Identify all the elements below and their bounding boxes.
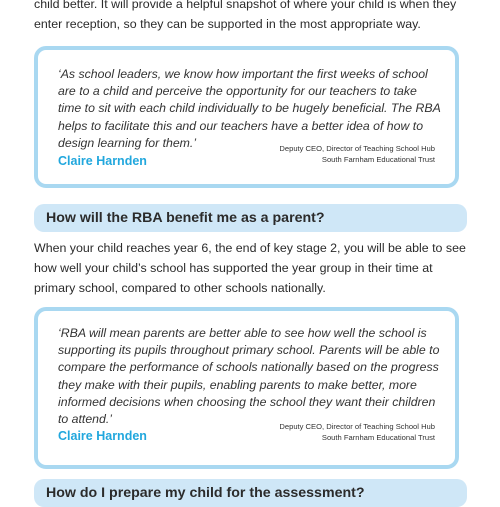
intro-paragraph: child better. It will provide a helpful snapshot of where your child is when they enter reception, so they can be supported in the most appropriate way. — [34, 0, 457, 31]
quote-author: Claire Harnden — [58, 429, 147, 443]
section-heading-prepare: How do I prepare my child for the assessment? — [34, 479, 467, 507]
quote-box — [34, 46, 459, 188]
role-title: Deputy CEO, Director of Teaching School Hub — [279, 422, 435, 431]
quote-text: ‘RBA will mean parents are better able to see how well the school is supporting its pupils throughout primary school. Parents will be able to compare the performance of schools nationally based on the progress they make with their pupils, enabling parents to make better, more informed decisions when choosing the school they want their children to attend.’ — [58, 326, 440, 427]
quote-author: Claire Harnden — [58, 154, 147, 168]
quote-author-role — [279, 144, 435, 165]
quote-box — [34, 307, 459, 469]
quote-text: ‘As school leaders, we know how important the first weeks of school are to a child and perceive the opportunity for our teachers to take time to sit with each child individually to be hugely beneficial. The RBA helps to facilitate this and our teachers have a better idea of how to design learning for them.’ — [58, 67, 441, 150]
role-organisation: South Farnham Educational Trust — [321, 432, 435, 442]
quote-author-role — [279, 422, 435, 443]
role-organisation: South Farnham Educational Trust — [321, 154, 435, 164]
role-title: Deputy CEO, Director of Teaching School Hub — [279, 144, 435, 153]
section-heading-benefit: How will the RBA benefit me as a parent? — [34, 204, 467, 232]
benefit-paragraph: When your child reaches year 6, the end of key stage 2, you will be able to see how well your child’s school has supported the year group in their time at primary school, compared to other schools nationally. — [34, 241, 466, 295]
